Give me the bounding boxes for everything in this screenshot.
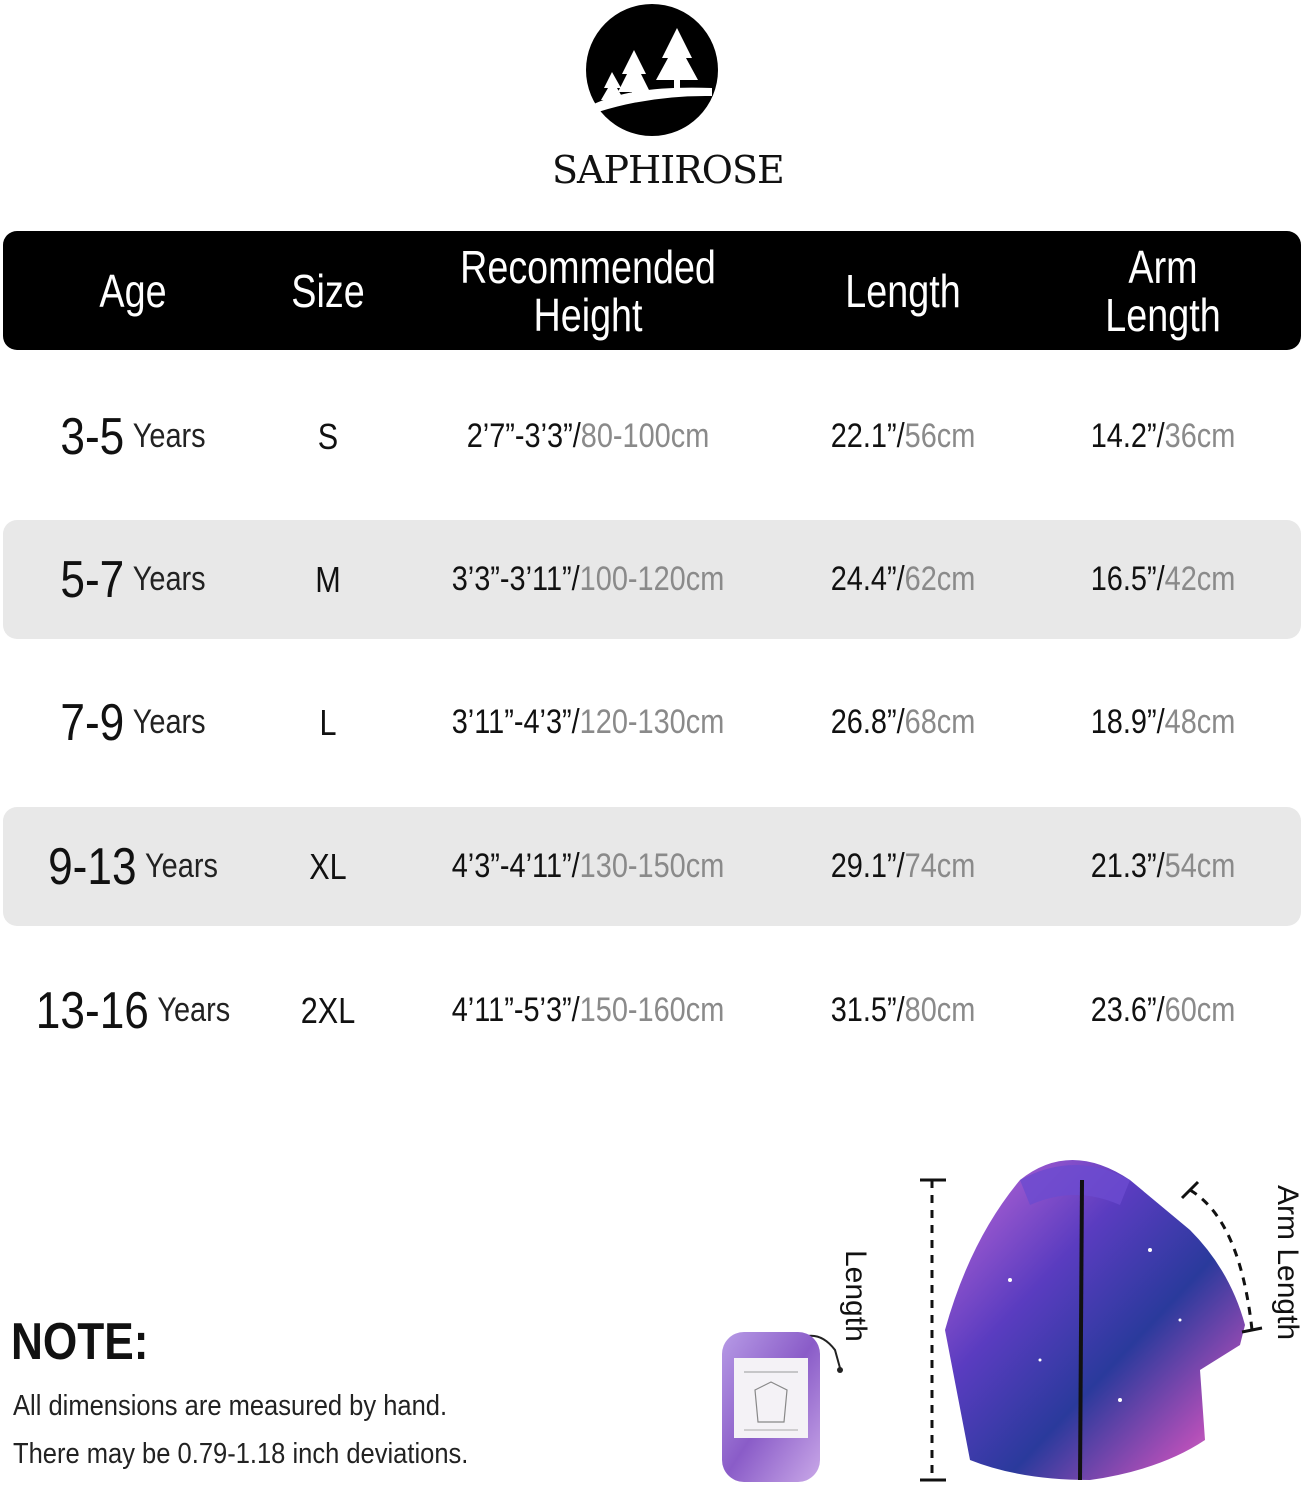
age-cell: [40, 520, 227, 639]
length-metric: 80cm: [904, 991, 976, 1029]
header-arm-line1: Arm: [1128, 240, 1198, 293]
table-row: [3, 377, 1301, 496]
height-metric: 80-100cm: [580, 417, 710, 455]
size-cell: M: [315, 558, 341, 600]
arm-cell: [1061, 520, 1265, 639]
length-metric: 74cm: [904, 847, 976, 885]
table-row: [3, 807, 1301, 926]
header-height: [453, 231, 724, 350]
age-unit: Years: [132, 703, 206, 741]
arm-imperial: 14.2”/: [1090, 417, 1165, 455]
height-imperial: 3’11”-4’3”/: [451, 703, 580, 741]
age-cell: [40, 377, 227, 496]
header-height-line1: Recommended: [460, 240, 716, 293]
brand-logo: [552, 0, 784, 200]
size-cell: XL: [309, 845, 347, 887]
height-metric: 120-130cm: [579, 703, 725, 741]
note-line-1: All dimensions are measured by hand.: [13, 1390, 448, 1422]
length-cell: [801, 520, 1005, 639]
age-unit: Years: [132, 560, 206, 598]
note-title: NOTE:: [11, 1313, 149, 1371]
size-cell: 2XL: [300, 989, 356, 1031]
height-cell: [448, 807, 729, 926]
height-metric: 100-120cm: [579, 560, 725, 598]
age-value: 13-16: [35, 981, 149, 1040]
arm-cell: [1061, 377, 1265, 496]
size-cell: S: [317, 415, 339, 457]
length-cell: [801, 807, 1005, 926]
arm-cell: [1061, 663, 1265, 782]
length-imperial: 22.1”/: [830, 417, 905, 455]
arm-imperial: 21.3”/: [1090, 847, 1165, 885]
arm-metric: 54cm: [1164, 847, 1236, 885]
age-value: 3-5: [60, 407, 125, 466]
arm-metric: 48cm: [1164, 703, 1236, 741]
age-value: 5-7: [60, 550, 125, 609]
arm-imperial: 23.6”/: [1090, 991, 1165, 1029]
header-arm-length: [1065, 231, 1262, 350]
size-cell: L: [319, 701, 337, 743]
age-unit: Years: [145, 847, 218, 885]
age-value: 7-9: [60, 693, 125, 752]
height-cell: [448, 663, 729, 782]
height-cell: [448, 520, 729, 639]
poncho-diagram-image: [860, 1140, 1300, 1489]
header-size: Size: [291, 264, 365, 317]
age-unit: Years: [132, 417, 206, 455]
age-unit: Years: [157, 991, 231, 1029]
header-length: Length: [845, 264, 961, 317]
height-imperial: 2’7”-3’3”/: [466, 417, 581, 455]
table-header: [3, 231, 1301, 350]
length-label: Length: [839, 1250, 872, 1342]
age-cell: [40, 663, 227, 782]
moon-trees-logo-icon: [552, 0, 752, 150]
arm-metric: 42cm: [1164, 560, 1236, 598]
header-height-line2: Height: [533, 288, 643, 341]
length-imperial: 31.5”/: [830, 991, 905, 1029]
age-cell: [40, 807, 227, 926]
length-cell: [801, 663, 1005, 782]
height-imperial: 3’3”-3’11”/: [451, 560, 580, 598]
table-row: [3, 951, 1301, 1070]
header-age: Age: [99, 264, 167, 317]
table-row: [3, 520, 1301, 639]
height-cell: [448, 377, 729, 496]
table-row: [3, 663, 1301, 782]
length-imperial: 24.4”/: [830, 560, 905, 598]
arm-length-label: Arm Length: [1271, 1185, 1304, 1341]
note-line-2: There may be 0.79-1.18 inch deviations.: [13, 1438, 469, 1470]
length-cell: [801, 951, 1005, 1070]
header-arm-line2: Length: [1105, 288, 1221, 341]
length-cell: [801, 377, 1005, 496]
height-metric: 130-150cm: [579, 847, 725, 885]
arm-imperial: 16.5”/: [1090, 560, 1165, 598]
length-metric: 62cm: [904, 560, 976, 598]
height-imperial: 4’11”-5’3”/: [451, 991, 580, 1029]
height-cell: [448, 951, 729, 1070]
age-value: 9-13: [48, 837, 137, 896]
arm-imperial: 18.9”/: [1090, 703, 1165, 741]
length-metric: 56cm: [904, 417, 976, 455]
arm-cell: [1061, 951, 1265, 1070]
length-imperial: 29.1”/: [830, 847, 905, 885]
age-cell: [35, 951, 231, 1070]
length-metric: 68cm: [904, 703, 976, 741]
length-imperial: 26.8”/: [830, 703, 905, 741]
arm-metric: 36cm: [1164, 417, 1236, 455]
brand-name: SAPHIROSE: [552, 148, 784, 192]
arm-cell: [1061, 807, 1265, 926]
height-metric: 150-160cm: [579, 991, 725, 1029]
arm-metric: 60cm: [1164, 991, 1236, 1029]
height-imperial: 4’3”-4’11”/: [451, 847, 580, 885]
poncho-pouch-image: [700, 1310, 860, 1490]
